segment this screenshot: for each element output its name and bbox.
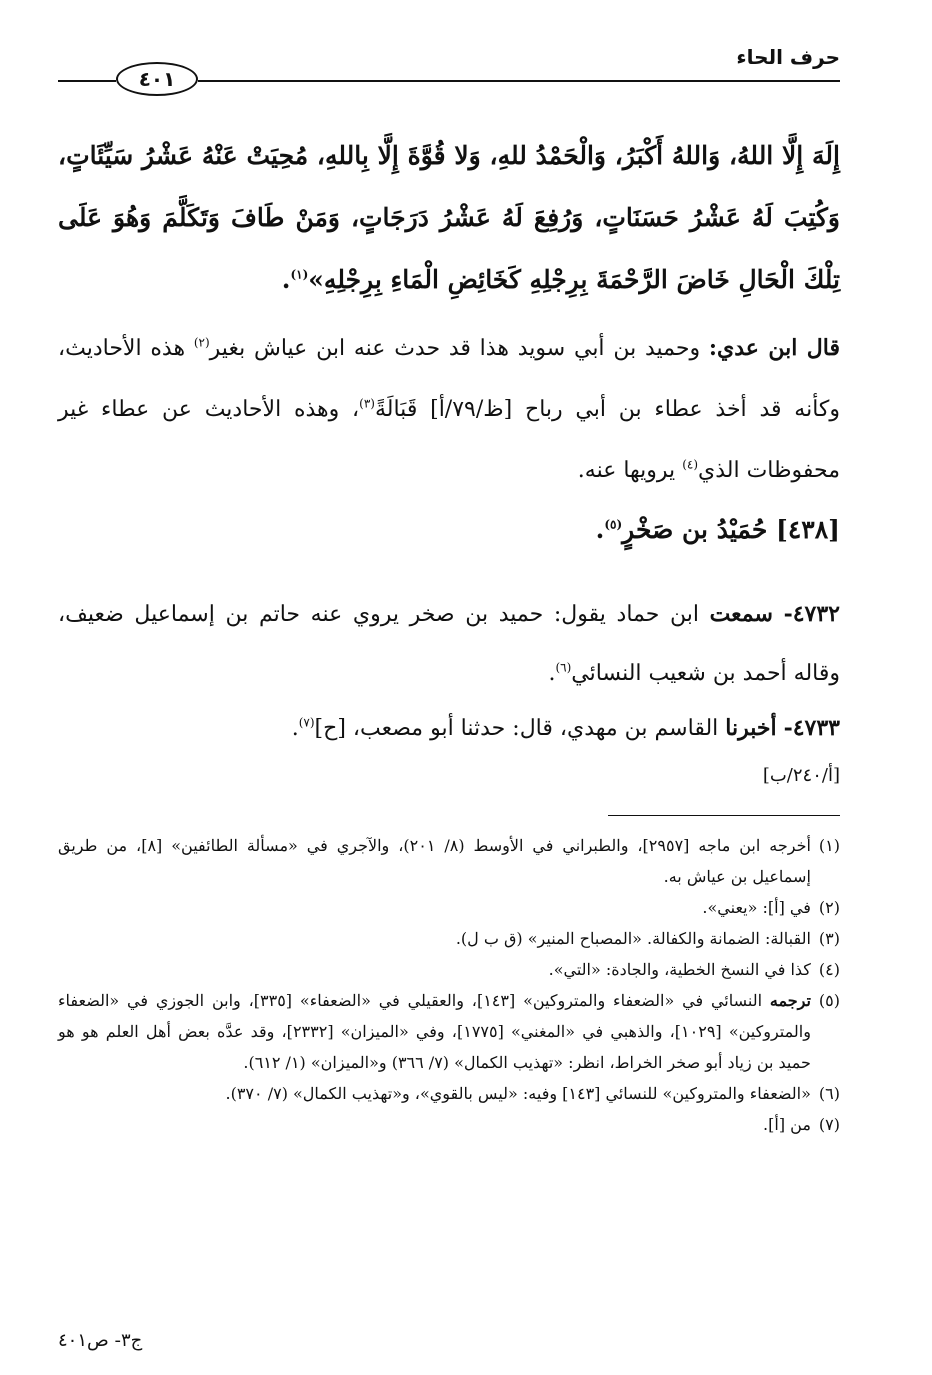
footnote [58,954,840,985]
hadith-4732 [58,585,840,703]
footnote-number: (٥) [818,991,840,1010]
section-name: حُمَيْدُ بن صَخْرٍ [622,515,768,544]
footnote-text: كذا في النسخ الخطية، والجادة: «التي». [548,960,811,979]
footnote-text: من [أ]. [763,1115,811,1134]
footnote-number: (٦) [818,1084,840,1103]
paragraph-text: وحميد بن أبي سويد هذا قد حدث عنه ابن عياش بغير [209,336,709,361]
footnote-number: (٧) [818,1115,840,1134]
footnote-text: القبالة: الضمانة والكفالة. «المصباح المنير» (ق ب ل). [455,929,811,948]
section-number: [٤٣٨] [776,515,840,544]
quote-end: . [281,265,291,294]
footnote-separator [608,815,840,816]
section-heading [596,515,840,544]
quote-text: إِلَهَ إِلَّا اللهُ، وَاللهُ أَكْبَرُ، وَالْحَمْدُ للهِ، وَلا قُوَّةَ إِلَّا بِاللهِ، مُحِيَتْ عَنْهُ عَشْرُ سَيِّئَاتٍ، وَكُتِبَ لَهُ عَشْرُ حَسَنَاتٍ، وَرُفِعَ لَهُ عَشْرُ دَرَجَاتٍ، وَمَنْ طَافَ وَتَكَلَّمَ وَهُوَ عَلَى تِلْكَ الْحَالِ خَاضَ الرَّحْمَةَ بِرِجْلِهِ كَخَائِضِ الْمَاءِ بِرِجْلِهِ» [58,141,840,294]
footnote-number: (٤) [818,960,840,979]
paragraph-text: يرويها عنه. [577,458,683,483]
volume-page-ref: ج٣- ص٤٠١ [58,1330,143,1351]
footnote-marker: (٣) [359,396,375,411]
footnote-text [58,985,811,1078]
footnote [58,892,840,923]
footnote [58,1078,840,1109]
footnote [58,923,840,954]
hadith-lead: أخبرنا [725,715,777,741]
header-rule-left [58,80,116,82]
ibn-adi-paragraph [58,318,840,501]
footnote [58,830,840,892]
footnote-marker: (٥) [604,517,623,532]
footnote-marker: (٦) [555,660,572,675]
footnote-marker: (٢) [193,335,210,350]
manuscript-folio-ref: [أ/٢٤٠/ب] [762,765,840,786]
section-end: . [595,515,605,544]
hadith-text: ابن حماد يقول: حميد بن صخر يروي عنه حاتم بن إسماعيل ضعيف، وقاله أحمد بن شعيب النسائي [58,602,840,686]
hadith-number: ٤٧٣٢- [783,601,840,627]
footnote-text: أخرجه ابن ماجه [٢٩٥٧]، والطبراني في الأوسط (٨/ ٢٠١)، والآجري في «مسألة الطائفين» [٨]، من طريق إسماعيل بن عياش به. [58,836,811,886]
header-rule [198,80,840,82]
footnote-marker: (١) [290,267,309,282]
page-number: ٤٠١ [116,62,198,96]
footnote-marker: (٧) [298,715,315,730]
footnotes [58,830,840,1140]
footnote [58,985,840,1078]
hadith-4733 [58,700,840,757]
paragraph-text: هذه الأحاديث، وكأنه قد أخذ عطاء بن أبي رباح [ظ/٧٩/أ] قَبَالَةً [58,336,841,422]
footnote-text: في [أ]: «يعني». [702,898,811,917]
hadith-end: . [548,661,556,686]
paragraph-text: ، وهذه الأحاديث عن عطاء غير محفوظات الذي [58,397,840,483]
footnote-number: (٢) [818,898,840,917]
hadith-number: ٤٧٣٣- [783,715,840,741]
hadith-quote [58,125,840,311]
hadith-lead: سمعت [709,601,773,627]
hadith-end: . [291,716,299,741]
hadith-text: القاسم بن مهدي، قال: حدثنا أبو مصعب، [ح] [314,716,726,741]
footnote-text: «الضعفاء والمتروكين» للنسائي [١٤٣] وفيه: «ليس بالقوي»، و«تهذيب الكمال» (٧/ ٣٧٠). [225,1084,811,1103]
footnote-number: (١) [818,836,840,855]
running-title: حرف الحاء [736,45,840,69]
footnote-lead: ترجمه [769,991,811,1010]
footnote-number: (٣) [818,929,840,948]
footnote-marker: (٤) [682,457,699,472]
paragraph-lead: قال ابن عدي: [708,335,841,361]
footnote [58,1109,840,1140]
footnote-body: النسائي في «الضعفاء والمتروكين» [١٤٣]، والعقيلي في «الضعفاء» [٣٣٥]، وابن الجوزي في «الضعفاء والمتروكين» [١٠٢٩]، والذهبي في «المغني» [١٧٧٥]، وفي «الميزان» [٢٣٣٢]، وقد عدَّه بعض أهل العلم هو هو حميد بن زياد أبو صخر الخراط، انظر: «تهذيب الكمال» (٧/ ٣٦٦) و«الميزان» (١/ ٦١٢). [58,991,811,1072]
